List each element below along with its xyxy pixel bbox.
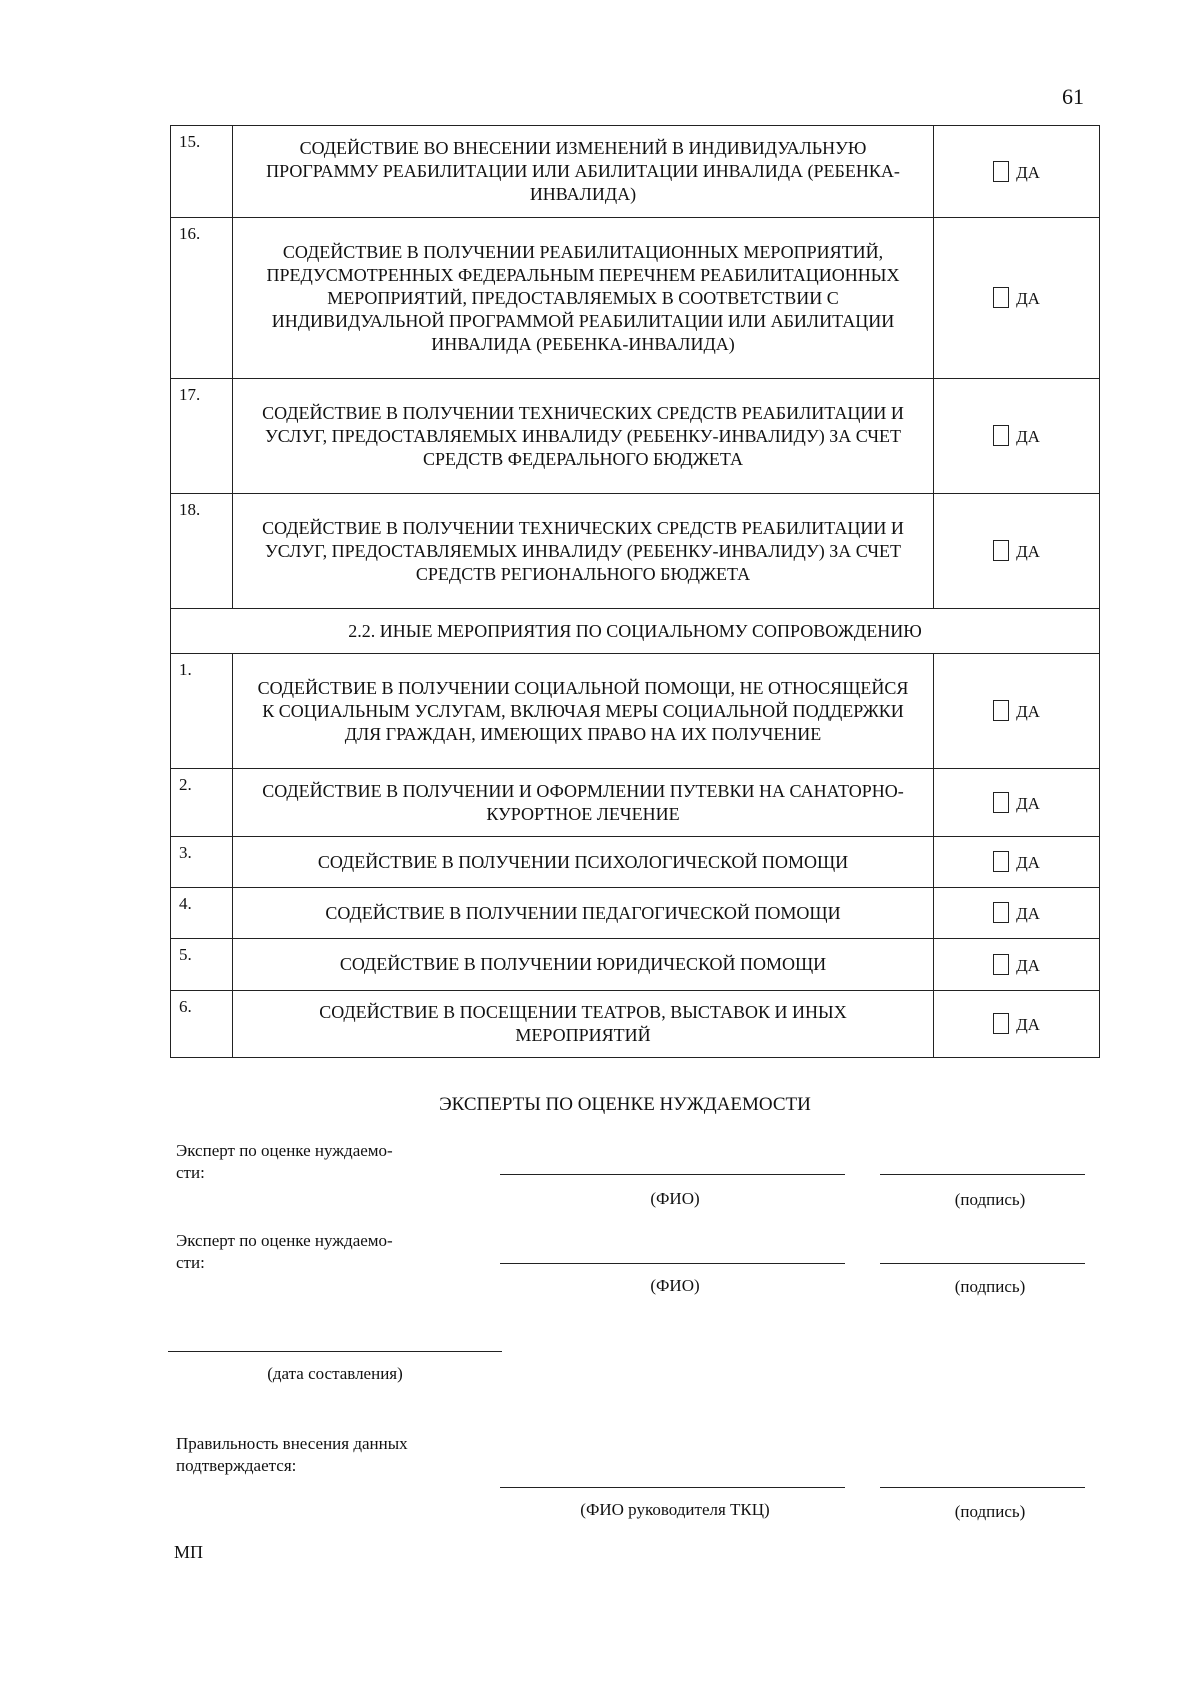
services-table: [170, 125, 1100, 1058]
expert-label: [176, 1140, 393, 1184]
checkbox[interactable]: [993, 792, 1009, 813]
table-row: [171, 494, 1100, 609]
row-number: 18.: [171, 494, 233, 609]
checkbox[interactable]: [993, 287, 1009, 308]
checkbox-label: ДА: [1016, 542, 1040, 561]
experts-heading: ЭКСПЕРТЫ ПО ОЦЕНКЕ НУЖДАЕМОСТИ: [439, 1094, 811, 1115]
confirmation-label: [176, 1433, 408, 1477]
row-number: 4.: [171, 888, 233, 939]
confirmation-line1: Правильность внесения данных: [176, 1434, 408, 1453]
signature-caption: (подпись): [954, 1190, 1026, 1209]
row-number: 2.: [171, 769, 233, 837]
checkbox[interactable]: [993, 954, 1009, 975]
section-row: [171, 609, 1100, 654]
checkbox[interactable]: [993, 902, 1009, 923]
fio-caption: (ФИО): [650, 1189, 700, 1208]
checkbox-label: ДА: [1016, 702, 1040, 721]
yes-checkbox-cell[interactable]: [934, 939, 1100, 991]
yes-checkbox-cell[interactable]: [934, 888, 1100, 939]
fio-caption: (ФИО): [650, 1276, 700, 1295]
row-number: 6.: [171, 991, 233, 1058]
fio-field-line[interactable]: [500, 1174, 845, 1175]
checkbox-label: ДА: [1016, 162, 1040, 182]
head-fio-field-line[interactable]: [500, 1487, 845, 1488]
signature-field-line[interactable]: [880, 1174, 1085, 1175]
head-fio-caption: (ФИО руководителя ТКЦ): [580, 1500, 770, 1519]
table-row: [171, 769, 1100, 837]
page-number: 61: [1062, 84, 1084, 109]
row-number: 1.: [171, 654, 233, 769]
row-description: СОДЕЙСТВИЕ В ПОЛУЧЕНИИ ТЕХНИЧЕСКИХ СРЕДСТВ РЕАБИЛИТАЦИИ И УСЛУГ, ПРЕДОСТАВЛЯЕМЫХ ИНВАЛИДУ (РЕБЕНКУ-ИНВАЛИДУ) ЗА СЧЕТ СРЕДСТВ ФЕДЕРАЛЬНОГО БЮДЖЕТА: [233, 379, 934, 494]
table-row: [171, 888, 1100, 939]
expert-label: [176, 1230, 393, 1274]
row-number: 15.: [171, 126, 233, 218]
row-description: СОДЕЙСТВИЕ В ПОЛУЧЕНИИ ПСИХОЛОГИЧЕСКОЙ ПОМОЩИ: [233, 837, 934, 888]
head-signature-field-line[interactable]: [880, 1487, 1085, 1488]
table-row: [171, 379, 1100, 494]
table-row: [171, 939, 1100, 991]
row-description: СОДЕЙСТВИЕ В ПОЛУЧЕНИИ СОЦИАЛЬНОЙ ПОМОЩИ, НЕ ОТНОСЯЩЕЙСЯ К СОЦИАЛЬНЫМ УСЛУГАМ, ВКЛЮЧАЯ МЕРЫ СОЦИАЛЬНОЙ ПОДДЕРЖКИ ДЛЯ ГРАЖДАН, ИМЕЮЩИХ ПРАВО НА ИХ ПОЛУЧЕНИЕ: [233, 654, 934, 769]
checkbox[interactable]: [993, 540, 1009, 561]
table-row: [171, 126, 1100, 218]
checkbox-label: ДА: [1016, 904, 1040, 923]
row-number: 5.: [171, 939, 233, 991]
row-description: СОДЕЙСТВИЕ В ПОЛУЧЕНИИ ПЕДАГОГИЧЕСКОЙ ПОМОЩИ: [233, 888, 934, 939]
row-description: СОДЕЙСТВИЕ В ПОЛУЧЕНИИ РЕАБИЛИТАЦИОННЫХ МЕРОПРИЯТИЙ, ПРЕДУСМОТРЕННЫХ ФЕДЕРАЛЬНЫМ ПЕРЕЧНЕМ РЕАБИЛИТАЦИОННЫХ МЕРОПРИЯТИЙ, ПРЕДОСТАВЛЯЕМЫХ В СООТВЕТСТВИИ С ИНДИВИДУАЛЬНОЙ ПРОГРАММОЙ РЕАБИЛИТАЦИИ ИЛИ АБИЛИТАЦИИ ИНВАЛИДА (РЕБЕНКА-ИНВАЛИДА): [233, 218, 934, 379]
stamp-placeholder: МП: [174, 1542, 204, 1562]
row-number: 17.: [171, 379, 233, 494]
date-caption: (дата составления): [267, 1364, 403, 1383]
yes-checkbox-cell[interactable]: [934, 991, 1100, 1058]
expert-label-line1: Эксперт по оценке нуждаемо-: [176, 1141, 393, 1160]
table-row: [171, 218, 1100, 379]
yes-checkbox-cell[interactable]: [934, 769, 1100, 837]
table-row: [171, 654, 1100, 769]
row-description: СОДЕЙСТВИЕ В ПОЛУЧЕНИИ ТЕХНИЧЕСКИХ СРЕДСТВ РЕАБИЛИТАЦИИ И УСЛУГ, ПРЕДОСТАВЛЯЕМЫХ ИНВАЛИДУ (РЕБЕНКУ-ИНВАЛИДУ) ЗА СЧЕТ СРЕДСТВ РЕГИОНАЛЬНОГО БЮДЖЕТА: [233, 494, 934, 609]
fio-field-line[interactable]: [500, 1263, 845, 1264]
row-description: СОДЕЙСТВИЕ ВО ВНЕСЕНИИ ИЗМЕНЕНИЙ В ИНДИВИДУАЛЬНУЮ ПРОГРАММУ РЕАБИЛИТАЦИИ ИЛИ АБИЛИТАЦИИ ИНВАЛИДА (РЕБЕНКА-ИНВАЛИДА): [233, 126, 934, 218]
expert-label-line2: сти:: [176, 1253, 205, 1272]
checkbox-label: ДА: [1016, 853, 1040, 872]
yes-checkbox-cell[interactable]: [934, 126, 1100, 218]
row-number: 3.: [171, 837, 233, 888]
checkbox[interactable]: [993, 851, 1009, 872]
table-row: [171, 837, 1100, 888]
checkbox[interactable]: [993, 161, 1009, 182]
checkbox-label: ДА: [1016, 1015, 1040, 1034]
yes-checkbox-cell[interactable]: [934, 494, 1100, 609]
row-number: 16.: [171, 218, 233, 379]
checkbox[interactable]: [993, 425, 1009, 446]
checkbox[interactable]: [993, 700, 1009, 721]
expert-label-line2: сти:: [176, 1163, 205, 1182]
confirmation-line2: подтверждается:: [176, 1456, 297, 1475]
table-row: [171, 991, 1100, 1058]
row-description: СОДЕЙСТВИЕ В ПОЛУЧЕНИИ И ОФОРМЛЕНИИ ПУТЕВКИ НА САНАТОРНО-КУРОРТНОЕ ЛЕЧЕНИЕ: [233, 769, 934, 837]
checkbox-label: ДА: [1016, 955, 1040, 975]
row-description: СОДЕЙСТВИЕ В ПОСЕЩЕНИИ ТЕАТРОВ, ВЫСТАВОК И ИНЫХ МЕРОПРИЯТИЙ: [233, 991, 934, 1058]
signature-caption: (подпись): [954, 1277, 1026, 1296]
checkbox-label: ДА: [1016, 289, 1040, 308]
expert-label-line1: Эксперт по оценке нуждаемо-: [176, 1231, 393, 1250]
yes-checkbox-cell[interactable]: [934, 379, 1100, 494]
checkbox-label: ДА: [1016, 427, 1040, 446]
checkbox-label: ДА: [1016, 793, 1040, 813]
section-title: 2.2. ИНЫЕ МЕРОПРИЯТИЯ ПО СОЦИАЛЬНОМУ СОПРОВОЖДЕНИЮ: [171, 609, 1100, 654]
yes-checkbox-cell[interactable]: [934, 218, 1100, 379]
head-signature-caption: (подпись): [954, 1502, 1026, 1521]
yes-checkbox-cell[interactable]: [934, 654, 1100, 769]
yes-checkbox-cell[interactable]: [934, 837, 1100, 888]
date-field-line[interactable]: [168, 1351, 502, 1352]
row-description: СОДЕЙСТВИЕ В ПОЛУЧЕНИИ ЮРИДИЧЕСКОЙ ПОМОЩИ: [233, 939, 934, 991]
checkbox[interactable]: [993, 1013, 1009, 1034]
signature-field-line[interactable]: [880, 1263, 1085, 1264]
